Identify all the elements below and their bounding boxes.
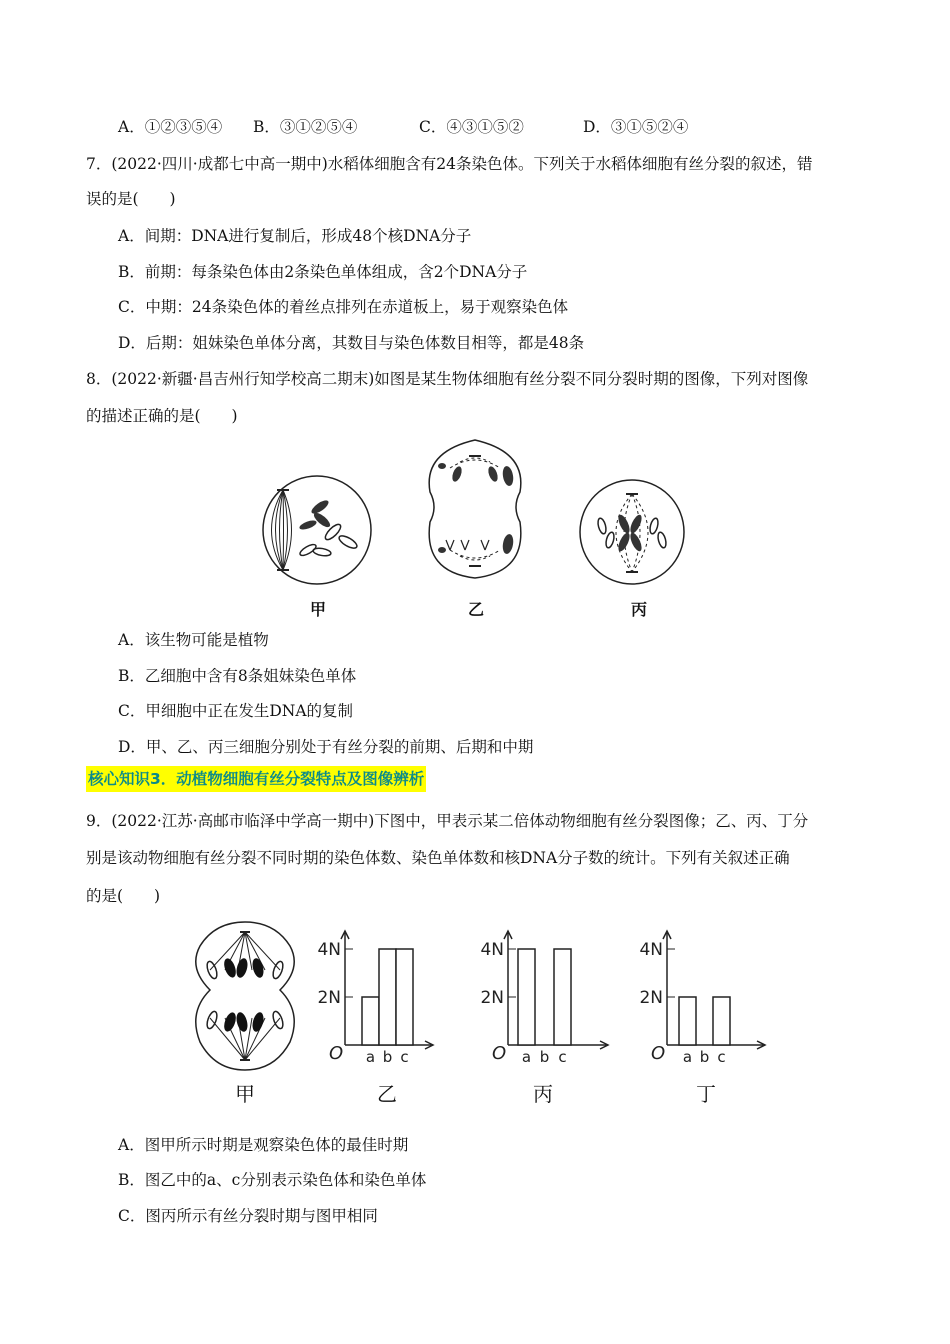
y-tick-label: 2N <box>480 988 504 1008</box>
q9-fig-label-bing: 丙 <box>533 1082 553 1106</box>
category-label-a: a <box>365 1048 376 1066</box>
q9-stem-line-2: 别是该动物细胞有丝分裂不同时期的染色体数、染色单体数和核DNA分子数的统计。下列有关叙述正确 <box>86 849 790 867</box>
bar-a <box>518 949 535 1045</box>
q9-chart-bing <box>470 925 610 1070</box>
q8-stem-line-1: 8．(2022·新疆·昌吉州行知学校高二期末)如图是某生物体细胞有丝分裂不同分裂时期的图像，下列对图像 <box>86 370 809 388</box>
q6-option-c: C．④③①⑤② <box>419 118 524 136</box>
q7-stem-line-2: 误的是( ) <box>86 190 176 208</box>
bar-b <box>379 949 396 1045</box>
q7-option-c: C．中期：24条染色体的着丝点排列在赤道板上，易于观察染色体 <box>118 298 569 316</box>
q8-fig-label-jia: 甲 <box>310 600 327 619</box>
y-tick-label: 4N <box>317 940 341 960</box>
q6-option-b: B．③①②⑤④ <box>253 118 358 136</box>
q9-stem-line-1: 9．(2022·江苏·高邮市临泽中学高一期中)下图中，甲表示某二倍体动物细胞有丝分裂图像；乙、丙、丁分 <box>86 812 809 830</box>
q6-options <box>118 116 688 138</box>
q7-option-a: A．间期：DNA进行复制后，形成48个核DNA分子 <box>118 227 472 245</box>
category-label-c: c <box>717 1048 726 1066</box>
category-label-a: a <box>521 1048 532 1066</box>
q6-option-d: D．③①⑤②④ <box>583 118 689 136</box>
q9-fig-label-yi: 乙 <box>377 1082 397 1106</box>
origin-label: O <box>651 1043 666 1064</box>
q8-option-b: B．乙细胞中含有8条姐妹染色单体 <box>118 667 357 685</box>
q6-option-a: A．①②③⑤④ <box>118 118 223 136</box>
q8-option-c: C．甲细胞中正在发生DNA的复制 <box>118 702 354 720</box>
category-label-b: b <box>382 1048 393 1066</box>
q8-option-d: D．甲、乙、丙三细胞分别处于有丝分裂的前期、后期和中期 <box>118 738 534 756</box>
category-label-b: b <box>539 1048 550 1066</box>
q8-figure <box>250 432 700 592</box>
cell-jia-drawing <box>263 476 371 584</box>
origin-label: O <box>329 1043 344 1064</box>
category-label-c: c <box>400 1048 409 1066</box>
q9-fig-label-ding: 丁 <box>696 1082 716 1106</box>
q8-fig-label-yi: 乙 <box>468 600 485 619</box>
bar-c <box>396 949 413 1045</box>
q9-chart-ding <box>635 925 770 1070</box>
y-tick-label: 4N <box>480 940 504 960</box>
q9-fig-label-jia: 甲 <box>235 1082 255 1106</box>
cell-yi-drawing <box>429 440 521 578</box>
q8-option-a: A．该生物可能是植物 <box>118 631 269 649</box>
cell-bing-drawing <box>580 480 684 584</box>
q7-stem-line-1: 7．(2022·四川·成都七中高一期中)水稻体细胞含有24条染色体。下列关于水稻体细胞有丝分裂的叙述，错 <box>86 155 813 173</box>
y-tick-label: 2N <box>639 988 663 1008</box>
origin-label: O <box>492 1043 507 1064</box>
q7-option-b: B．前期：每条染色体由2条染色单体组成，含2个DNA分子 <box>118 263 528 281</box>
q8-stem-line-2: 的描述正确的是( ) <box>86 407 238 425</box>
bar-c <box>713 997 730 1045</box>
q9-chart-yi <box>312 925 437 1070</box>
category-label-c: c <box>558 1048 567 1066</box>
category-label-b: b <box>699 1048 710 1066</box>
bar-a <box>362 997 379 1045</box>
q9-cell-jia-figure <box>190 918 300 1078</box>
q7-option-d: D．后期：姐妹染色单体分离，其数目与染色体数目相等，都是48条 <box>118 334 585 352</box>
y-tick-label: 2N <box>317 988 341 1008</box>
bar-c <box>554 949 571 1045</box>
q8-fig-label-bing: 丙 <box>631 600 648 619</box>
category-label-a: a <box>682 1048 693 1066</box>
q9-option-b: B．图乙中的a、c分别表示染色体和染色单体 <box>118 1171 427 1189</box>
q9-stem-line-3: 的是( ) <box>86 887 161 905</box>
y-tick-label: 4N <box>639 940 663 960</box>
bar-a <box>679 997 696 1045</box>
section-heading: 核心知识3．动植物细胞有丝分裂特点及图像辨析 <box>86 766 426 792</box>
q9-option-c: C．图丙所示有丝分裂时期与图甲相同 <box>118 1207 378 1225</box>
q9-option-a: A．图甲所示时期是观察染色体的最佳时期 <box>118 1136 409 1154</box>
